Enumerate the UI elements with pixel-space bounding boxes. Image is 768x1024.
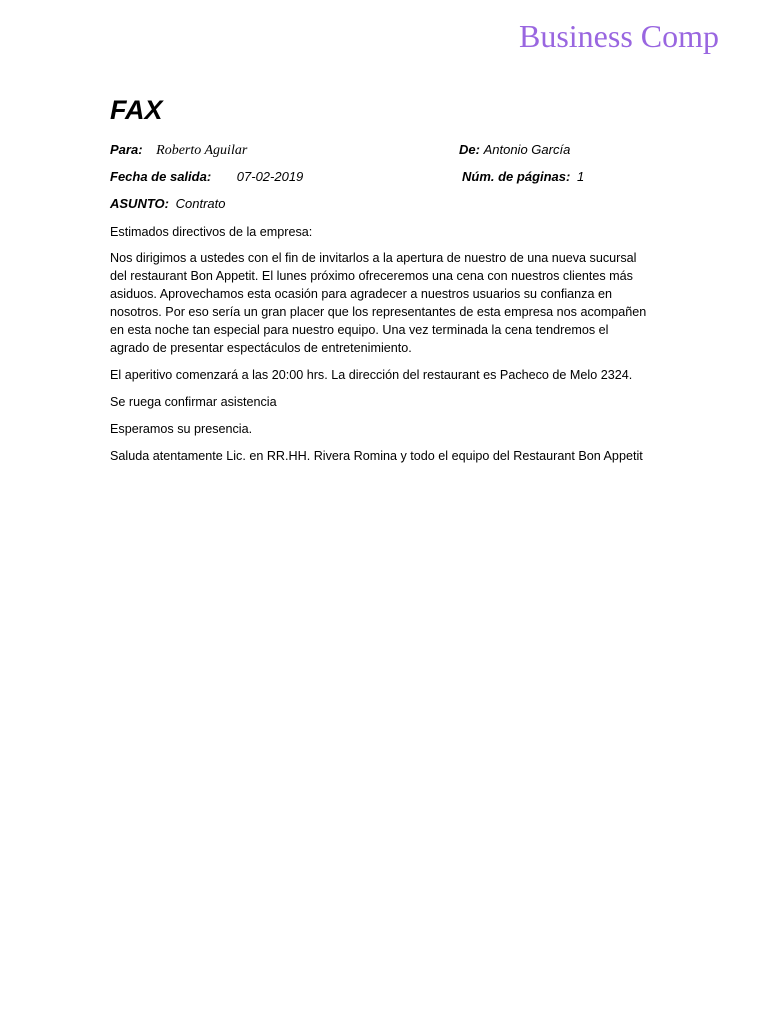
to-value: Roberto Aguilar <box>156 143 248 158</box>
subject-label: ASUNTO: <box>110 196 169 211</box>
paragraph-signature: Saluda atentamente Lic. en RR.HH. Rivera Romina y todo el equipo del Restaurant Bon Appetit <box>110 449 643 463</box>
from-field <box>459 142 570 158</box>
paragraph-line: agrado de presentar espectáculos de entretenimiento. <box>110 341 412 355</box>
date-value: 07-02-2019 <box>236 169 304 184</box>
paragraph-aperitif: El aperitivo comenzará a las 20:00 hrs. La dirección del restaurant es Pacheco de Melo 2324. <box>110 368 633 382</box>
company-name: Business Comp <box>518 18 719 54</box>
to-field <box>110 142 247 159</box>
paragraph-line: Nos dirigimos a ustedes con el fin de invitarlos a la apertura de nuestro de una nueva sucursal <box>110 251 637 265</box>
paragraph-confirm: Se ruega confirmar asistencia <box>110 395 277 409</box>
paragraph-presence: Esperamos su presencia. <box>110 422 253 436</box>
from-value: Antonio García <box>483 142 571 157</box>
pages-field <box>462 169 584 185</box>
date-field <box>110 169 303 185</box>
subject-value: Contrato <box>175 196 226 211</box>
paragraph-line: del restaurant Bon Appetit. El lunes próximo ofreceremos una cena con nuestros clientes más <box>110 269 633 283</box>
greeting: Estimados directivos de la empresa: <box>110 225 313 239</box>
fax-title: FAX <box>110 95 163 125</box>
paragraph-invitation <box>110 249 670 357</box>
to-label: Para: <box>110 142 143 157</box>
pages-value: 1 <box>576 169 585 184</box>
paragraph-line: asiduos. Aprovechamos esta ocasión para agradecer a nuestros usuarios su confianza en <box>110 287 612 301</box>
subject-field <box>110 196 225 212</box>
paragraph-line: nosotros. Por eso sería un gran placer que los representantes de esta empresa nos acompañen <box>110 305 647 319</box>
from-label: De: <box>459 142 480 157</box>
date-label: Fecha de salida: <box>110 169 212 184</box>
paragraph-line: en esta noche tan especial para nuestro equipo. Una vez terminada la cena tendremos el <box>110 323 609 337</box>
pages-label: Núm. de páginas: <box>462 169 571 184</box>
